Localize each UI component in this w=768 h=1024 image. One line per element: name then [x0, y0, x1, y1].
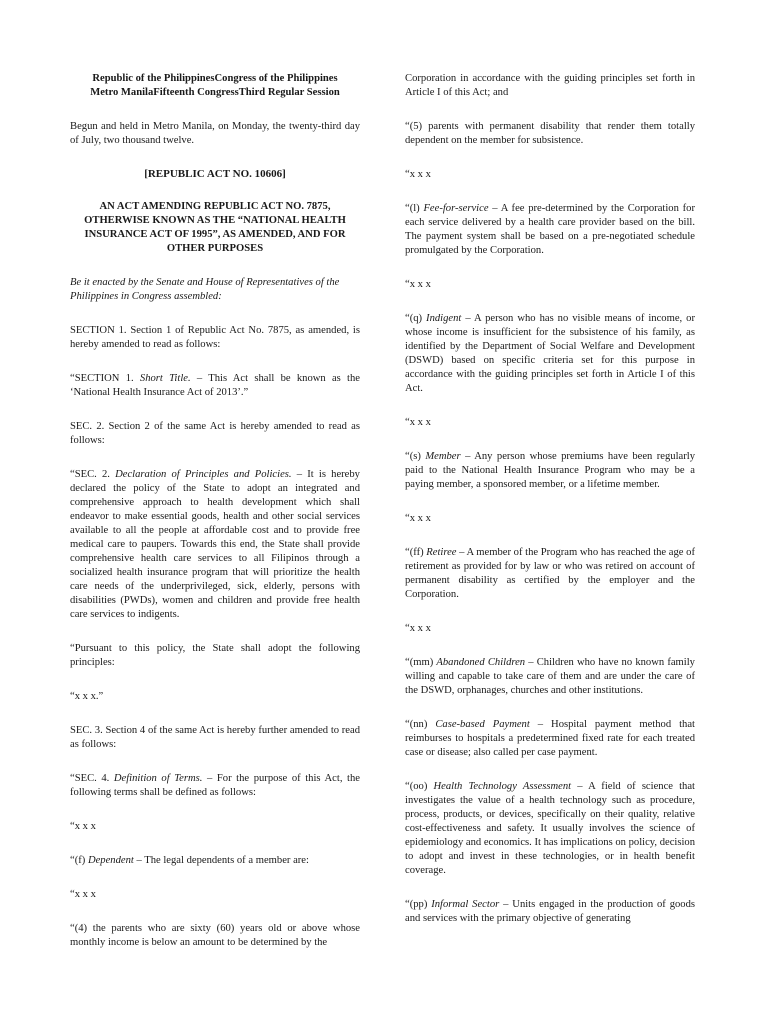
pursuant-paragraph: “Pursuant to this policy, the State shall adopt the following principles: — [70, 643, 360, 668]
definition-f: “(f) Dependent – The legal dependents of a member are: — [70, 855, 309, 866]
section-2-quote: “SEC. 2. Declaration of Principles and Policies. – It is hereby declared the policy of the State to adopt an integrated and comprehensive approach to health development which shall endeavor to make essential goods, health and other social services available to all the people at affordable cost and to provide free medical care to paupers. Towards this end, the State shall provide comprehensive health care services to all Filipinos through a socialized health insurance program that will prioritize the health care needs of the underprivileged, sick, elderly, persons with disabilities (PWDs), women and children and provide free health care services to indigents. — [70, 469, 360, 620]
section-1: SECTION 1. Section 1 of Republic Act No. 7875, as amended, is hereby amended to read as follows: — [70, 325, 360, 350]
item-5: “(5) parents with permanent disability that render them totally dependent on the member for subsistence. — [405, 121, 695, 146]
begun-paragraph: Begun and held in Metro Manila, on Monday, the twenty-third day of July, two thousand twelve. — [70, 121, 360, 146]
omission-r5: “x x x — [405, 623, 431, 634]
omission-r3: “x x x — [405, 417, 431, 428]
act-title: AN ACT AMENDING REPUBLIC ACT NO. 7875, OTHERWISE KNOWN AS THE “NATIONAL HEALTH INSURANCE ACT OF 1995”, AS AMENDED, AND FOR OTHER PURPOSES — [84, 201, 346, 254]
header-line-1: Republic of the PhilippinesCongress of the Philippines — [92, 73, 338, 84]
section-2: SEC. 2. Section 2 of the same Act is hereby amended to read as follows: — [70, 421, 360, 446]
left-column — [70, 72, 360, 970]
item-4: “(4) the parents who are sixty (60) years old or above whose monthly income is below an amount to be determined by the — [70, 923, 360, 948]
omission-2: “x x x — [70, 889, 96, 900]
omission-close: “x x x.” — [70, 691, 104, 702]
continued-paragraph: Corporation in accordance with the guiding principles set forth in Article I of this Act; and — [405, 73, 695, 98]
definition-ff: “(ff) Retiree – A member of the Program who has reached the age of retirement as provided for by law or who was retired on account of permanent disability as certified by the employer and the Corporation. — [405, 547, 695, 600]
section-3: SEC. 3. Section 4 of the same Act is hereby further amended to read as follows: — [70, 725, 360, 750]
omission-r2: “x x x — [405, 279, 431, 290]
definition-pp: “(pp) Informal Sector – Units engaged in the production of goods and services with the primary objective of generating — [405, 899, 695, 924]
section-4-quote: “SEC. 4. Definition of Terms. – For the purpose of this Act, the following terms shall be defined as follows: — [70, 773, 360, 798]
definition-nn: “(nn) Case-based Payment – Hospital payment method that reimburses to hospitals a predetermined fixed rate for each treated case or disease; also called per case payment. — [405, 719, 695, 758]
omission-r1: “x x x — [405, 169, 431, 180]
section-1-quote: “SECTION 1. Short Title. – This Act shall be known as the ‘National Health Insurance Act of 2013’.” — [70, 373, 360, 398]
enacting-clause: Be it enacted by the Senate and House of Representatives of the Philippines in Congress assembled: — [70, 277, 340, 302]
header-line-2: Metro ManilaFifteenth CongressThird Regular Session — [90, 87, 340, 98]
definition-q: “(q) Indigent – A person who has no visible means of income, or whose income is insufficient for the subsistence of his family, as identified by the Department of Social Welfare and Development (DSWD) based on specific criteria set for this purpose in accordance with the guiding principles set forth in Article I of this Act. — [405, 313, 696, 394]
definition-s: “(s) Member – Any person whose premiums have been regularly paid to the National Health Insurance Program who may be a paying member, a sponsored member, or a lifetime member. — [405, 451, 696, 490]
right-column — [405, 72, 695, 946]
republic-act-number: [REPUBLIC ACT NO. 10606] — [144, 168, 286, 180]
omission-r4: “x x x — [405, 513, 431, 524]
document-header — [70, 72, 360, 100]
omission-1: “x x x — [70, 821, 96, 832]
definition-oo: “(oo) Health Technology Assessment – A field of science that investigates the value of a health technology such as procedure, process, products, or devices, specifically on their quality, relative cost-effectiveness and safety. It usually involves the science of epidemiology and economics. It has implications on policy, decision to adopt and invest in these technologies, or in health benefit coverage. — [405, 781, 696, 876]
definition-mm: “(mm) Abandoned Children – Children who have no known family willing and capable to take care of them and are under the care of the DSWD, orphanages, churches and other institutions. — [405, 657, 695, 696]
definition-l: “(l) Fee-for-service – A fee pre-determined by the Corporation for each service delivered by a health care provider based on the bill. The payment system shall be based on a pre-negotiated schedule promulgated by the Corporation. — [405, 203, 695, 256]
